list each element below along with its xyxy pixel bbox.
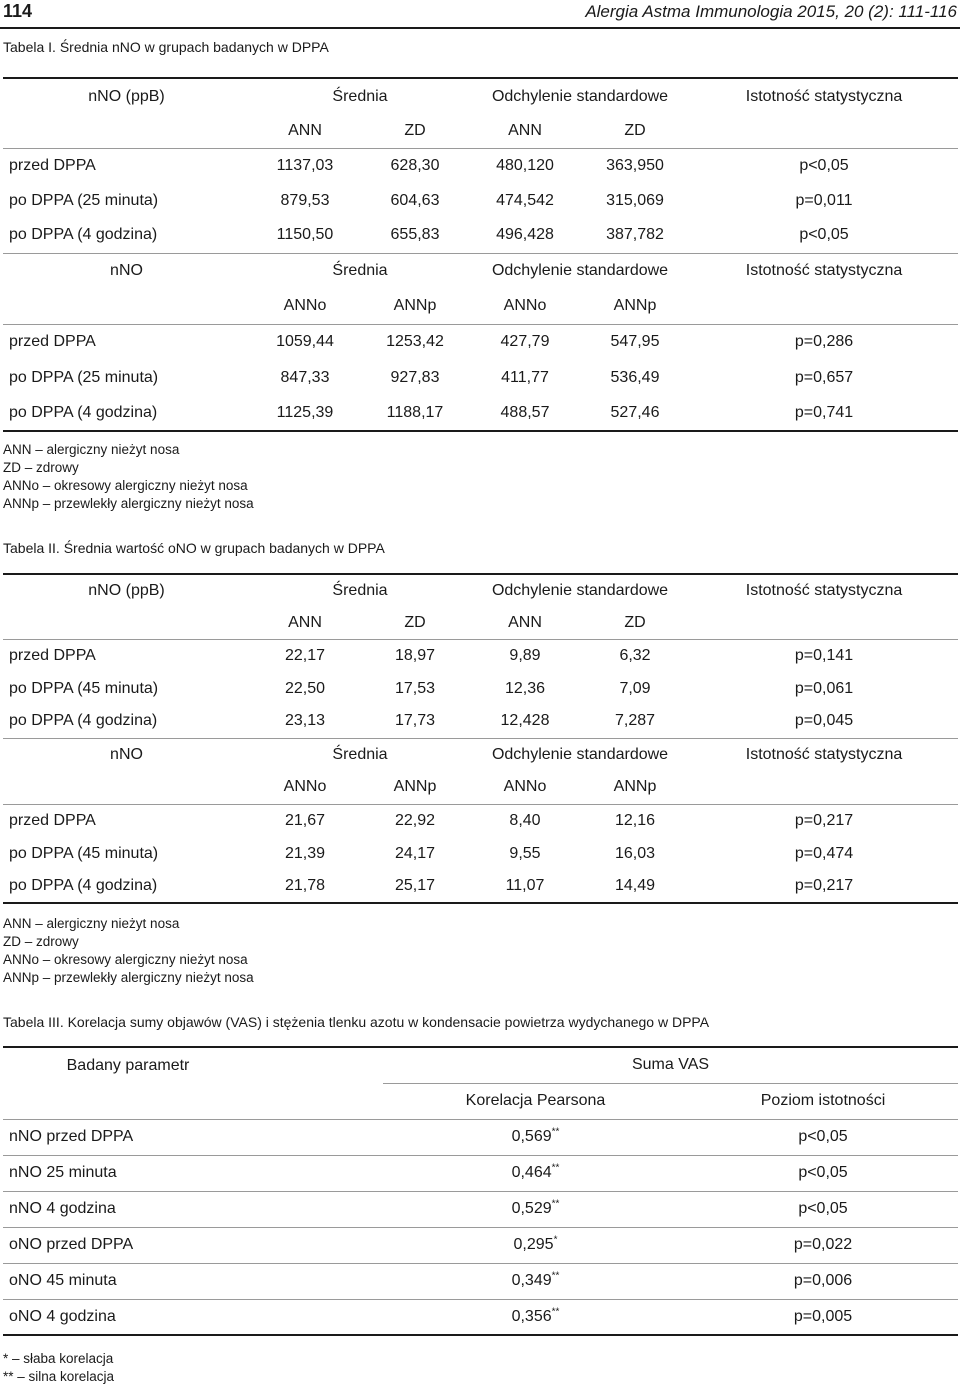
value-cell: 7,09 — [619, 680, 651, 697]
subheader-cell: ANNo — [250, 289, 360, 324]
subheader-cell: ANNo — [470, 289, 580, 324]
p-value-cell: p=0,045 — [690, 705, 958, 738]
col-sig-header: Istotność statystyczna — [690, 78, 958, 114]
value-cell: 427,79 — [500, 333, 550, 351]
p-value-cell: p=0,022 — [688, 1227, 958, 1263]
row-label: nNO 4 godzina — [3, 1191, 383, 1227]
p-value-cell: p<0,05 — [688, 1119, 958, 1155]
subheader-cell: ANN — [250, 607, 360, 639]
row-label: po DPPA (4 godzina) — [3, 218, 250, 253]
p-value-cell: p=0,005 — [688, 1299, 958, 1335]
row-label: po DPPA (4 godzina) — [3, 870, 250, 903]
row-label: po DPPA (25 minuta) — [9, 368, 159, 386]
value-cell: 536,49 — [610, 368, 660, 386]
value-cell: 9,55 — [509, 844, 541, 862]
subheader-cell: ZD — [360, 114, 470, 148]
p-value-cell: p=0,141 — [794, 647, 854, 665]
correlation-cell — [383, 1299, 688, 1335]
value-cell: 17,53 — [394, 680, 436, 697]
table-row — [3, 673, 958, 705]
correlation-cell — [383, 1263, 688, 1299]
value-cell: 879,53 — [280, 192, 330, 209]
value-cell: 22,50 — [284, 680, 326, 697]
table2-subheader-row — [3, 607, 958, 639]
correlation-value: 0,356 — [511, 1307, 552, 1325]
row-label: przed DPPA — [9, 157, 96, 175]
col-param-header: Badany parametr — [3, 1047, 383, 1083]
value-cell: 387,782 — [580, 218, 690, 253]
subheader-cell: ANNp — [360, 289, 470, 324]
subheader-cell: ANN — [250, 114, 360, 148]
col-mean-header: Średnia — [250, 574, 470, 607]
subheader-cell: ZD — [360, 607, 470, 639]
row-label: oNO 4 godzina — [3, 1299, 383, 1335]
p-value-cell: p<0,05 — [690, 218, 958, 253]
p-value-cell: p=0,657 — [794, 368, 854, 386]
value-cell: 17,73 — [360, 705, 470, 738]
col-sig-header: Istotność statystyczna — [745, 262, 903, 280]
value-cell: 604,63 — [390, 192, 440, 209]
value-cell: 655,83 — [360, 218, 470, 253]
value-cell: 474,542 — [496, 192, 554, 209]
value-cell: 628,30 — [390, 157, 440, 175]
value-cell: 12,16 — [614, 811, 656, 829]
value-cell: 16,03 — [614, 844, 656, 862]
table-row — [3, 1119, 958, 1155]
note-line: ANNp – przewlekły alergiczny nieżyt nosa — [3, 970, 254, 985]
value-cell: 847,33 — [280, 368, 330, 386]
table-row — [3, 395, 958, 431]
col-sd-header: Odchylenie standardowe — [491, 745, 669, 763]
table2-header-row — [3, 574, 958, 607]
significance-mark: * — [553, 1234, 558, 1246]
table-row — [3, 218, 958, 253]
row-label: po DPPA (25 minuta) — [9, 192, 159, 209]
col-sd-header: Odchylenie standardowe — [491, 262, 669, 280]
p-value-cell: p<0,05 — [688, 1155, 958, 1191]
table1-notes — [3, 441, 254, 513]
value-cell: 927,83 — [390, 368, 440, 386]
value-cell: 1188,17 — [360, 395, 470, 431]
correlation-cell — [383, 1227, 688, 1263]
value-cell: 18,97 — [394, 647, 436, 665]
note-line: * – słaba korelacja — [3, 1351, 114, 1366]
value-cell: 24,17 — [394, 844, 436, 862]
subheader-cell: ANNo — [470, 771, 580, 804]
table1-subheader-row — [3, 114, 958, 148]
significance-mark: ** — [551, 1270, 560, 1282]
p-value-cell: p=0,006 — [688, 1263, 958, 1299]
note-line: ANN – alergiczny nieżyt nosa — [3, 442, 180, 457]
p-value-cell: p=0,286 — [794, 333, 854, 351]
p-value-cell: p=0,217 — [794, 811, 854, 829]
table3-header-row — [3, 1047, 958, 1083]
col-sd-header: Odchylenie standardowe — [470, 574, 690, 607]
table2-subheader-row-2 — [3, 771, 958, 804]
table-row — [3, 639, 958, 673]
col-mean-header: Średnia — [332, 745, 388, 763]
correlation-value: 0,349 — [511, 1272, 552, 1289]
row-label: oNO 45 minuta — [3, 1263, 383, 1299]
table1 — [3, 77, 958, 432]
value-cell: 411,77 — [501, 368, 549, 386]
value-cell: 21,39 — [284, 844, 326, 862]
value-cell: 1059,44 — [276, 333, 334, 351]
note-line: ANNo – okresowy alergiczny nieżyt nosa — [3, 952, 248, 967]
table2-caption: Tabela II. Średnia wartość oNO w grupach badanych w DPPA — [3, 540, 385, 556]
col-mean-header: Średnia — [250, 78, 470, 114]
page-header — [0, 0, 960, 30]
table-row — [3, 148, 958, 184]
value-cell: 1150,50 — [250, 218, 360, 253]
col-param-header: nNO — [110, 262, 143, 280]
table-row — [3, 837, 958, 870]
table2-notes — [3, 915, 254, 987]
p-value-cell: p=0,474 — [794, 844, 854, 862]
col-param-header: nNO — [110, 745, 143, 763]
value-cell: 480,120 — [496, 157, 554, 175]
table-row — [3, 184, 958, 218]
value-cell: 22,92 — [394, 811, 436, 829]
row-label: nNO przed DPPA — [3, 1119, 383, 1155]
table3-subheader-row — [3, 1083, 958, 1119]
table-row — [3, 870, 958, 903]
row-label: oNO przed DPPA — [3, 1227, 383, 1263]
value-cell: 496,428 — [470, 218, 580, 253]
correlation-value: 0,464 — [511, 1164, 552, 1181]
row-label: po DPPA (45 minuta) — [9, 844, 159, 862]
value-cell: 22,17 — [284, 647, 326, 665]
value-cell: 11,07 — [470, 870, 580, 903]
p-value-cell: p<0,05 — [688, 1191, 958, 1227]
table-row — [3, 324, 958, 360]
p-value-cell: p<0,05 — [799, 157, 849, 175]
col-pearson-header: Korelacja Pearsona — [383, 1083, 688, 1119]
note-line: ZD – zdrowy — [3, 460, 79, 475]
table3-notes — [3, 1350, 114, 1386]
correlation-value: 0,295 — [513, 1236, 554, 1253]
value-cell: 12,36 — [504, 680, 546, 697]
value-cell: 363,950 — [606, 157, 664, 175]
col-sig-header: Istotność statystyczna — [745, 745, 903, 763]
significance-mark: ** — [551, 1306, 560, 1318]
table-row — [3, 1299, 958, 1335]
value-cell: 547,95 — [610, 333, 660, 351]
correlation-value: 0,529 — [511, 1200, 552, 1217]
note-line: ANN – alergiczny nieżyt nosa — [3, 916, 180, 931]
table1-subheader-row-2 — [3, 289, 958, 324]
subheader-cell: ANNp — [580, 771, 690, 804]
table-row — [3, 705, 958, 738]
table3 — [3, 1046, 958, 1336]
significance-mark: ** — [551, 1162, 560, 1174]
note-line: ** – silna korelacja — [3, 1369, 115, 1384]
value-cell: 8,40 — [509, 811, 541, 829]
subheader-cell: ZD — [580, 607, 690, 639]
subheader-cell: ANNp — [360, 771, 470, 804]
p-value-cell: p=0,011 — [795, 192, 853, 209]
row-label: przed DPPA — [9, 811, 96, 829]
col-sig-header: Istotność statystyczna — [690, 574, 958, 607]
correlation-value: 0,569 — [511, 1128, 552, 1145]
table-row — [3, 360, 958, 395]
col-param-header: nNO (ppB) — [3, 574, 250, 607]
table2-header-row-2 — [3, 738, 958, 771]
table-row — [3, 804, 958, 837]
note-line: ANNp – przewlekły alergiczny nieżyt nosa — [3, 496, 254, 511]
col-mean-header: Średnia — [332, 262, 388, 280]
row-label: po DPPA (45 minuta) — [9, 680, 159, 697]
value-cell: 1125,39 — [250, 395, 360, 431]
value-cell: 12,428 — [470, 705, 580, 738]
table2 — [3, 573, 958, 904]
row-label: przed DPPA — [9, 333, 96, 351]
row-label: po DPPA (4 godzina) — [3, 705, 250, 738]
row-label: przed DPPA — [9, 647, 96, 665]
row-label: po DPPA (4 godzina) — [3, 395, 250, 431]
subheader-cell: ANN — [470, 607, 580, 639]
p-value-cell: p=0,741 — [690, 395, 958, 431]
note-line: ANNo – okresowy alergiczny nieżyt nosa — [3, 478, 248, 493]
table-row — [3, 1227, 958, 1263]
correlation-cell — [383, 1191, 688, 1227]
col-sd-header: Odchylenie standardowe — [470, 78, 690, 114]
subheader-cell: ZD — [580, 114, 690, 148]
value-cell: 1137,03 — [276, 157, 334, 175]
correlation-cell — [383, 1155, 688, 1191]
value-cell: 14,49 — [580, 870, 690, 903]
value-cell: 1253,42 — [386, 333, 444, 351]
table-row — [3, 1155, 958, 1191]
value-cell: 21,67 — [284, 811, 326, 829]
value-cell: 25,17 — [360, 870, 470, 903]
table1-header-row — [3, 78, 958, 114]
value-cell: 315,069 — [606, 192, 664, 209]
significance-mark: ** — [551, 1126, 560, 1138]
page-number: 114 — [3, 1, 33, 21]
table3-caption: Tabela III. Korelacja sumy objawów (VAS) i stężenia tlenku azotu w kondensacie powietrza wydychanego w DPPA — [3, 1014, 710, 1030]
subheader-cell: ANNo — [250, 771, 360, 804]
significance-mark: ** — [551, 1198, 560, 1210]
journal-citation: Alergia Astma Immunologia 2015, 20 (2): 111-116 — [585, 2, 957, 21]
col-group-header: Suma VAS — [383, 1047, 958, 1083]
p-value-cell: p=0,061 — [794, 680, 854, 697]
value-cell: 23,13 — [250, 705, 360, 738]
table-row — [3, 1263, 958, 1299]
col-param-header: nNO (ppB) — [3, 78, 250, 114]
value-cell: 9,89 — [509, 647, 541, 665]
header-rule — [0, 27, 960, 29]
note-line: ZD – zdrowy — [3, 934, 79, 949]
table-row — [3, 1191, 958, 1227]
value-cell: 21,78 — [250, 870, 360, 903]
table1-caption: Tabela I. Średnia nNO w grupach badanych w DPPA — [3, 39, 329, 55]
p-value-cell: p=0,217 — [690, 870, 958, 903]
value-cell: 488,57 — [470, 395, 580, 431]
row-label: nNO 25 minuta — [3, 1155, 383, 1191]
value-cell: 527,46 — [580, 395, 690, 431]
correlation-cell — [383, 1119, 688, 1155]
subheader-cell: ANN — [470, 114, 580, 148]
value-cell: 7,287 — [580, 705, 690, 738]
value-cell: 6,32 — [619, 647, 651, 665]
table1-header-row-2 — [3, 253, 958, 289]
subheader-cell: ANNp — [580, 289, 690, 324]
col-level-header: Poziom istotności — [688, 1083, 958, 1119]
